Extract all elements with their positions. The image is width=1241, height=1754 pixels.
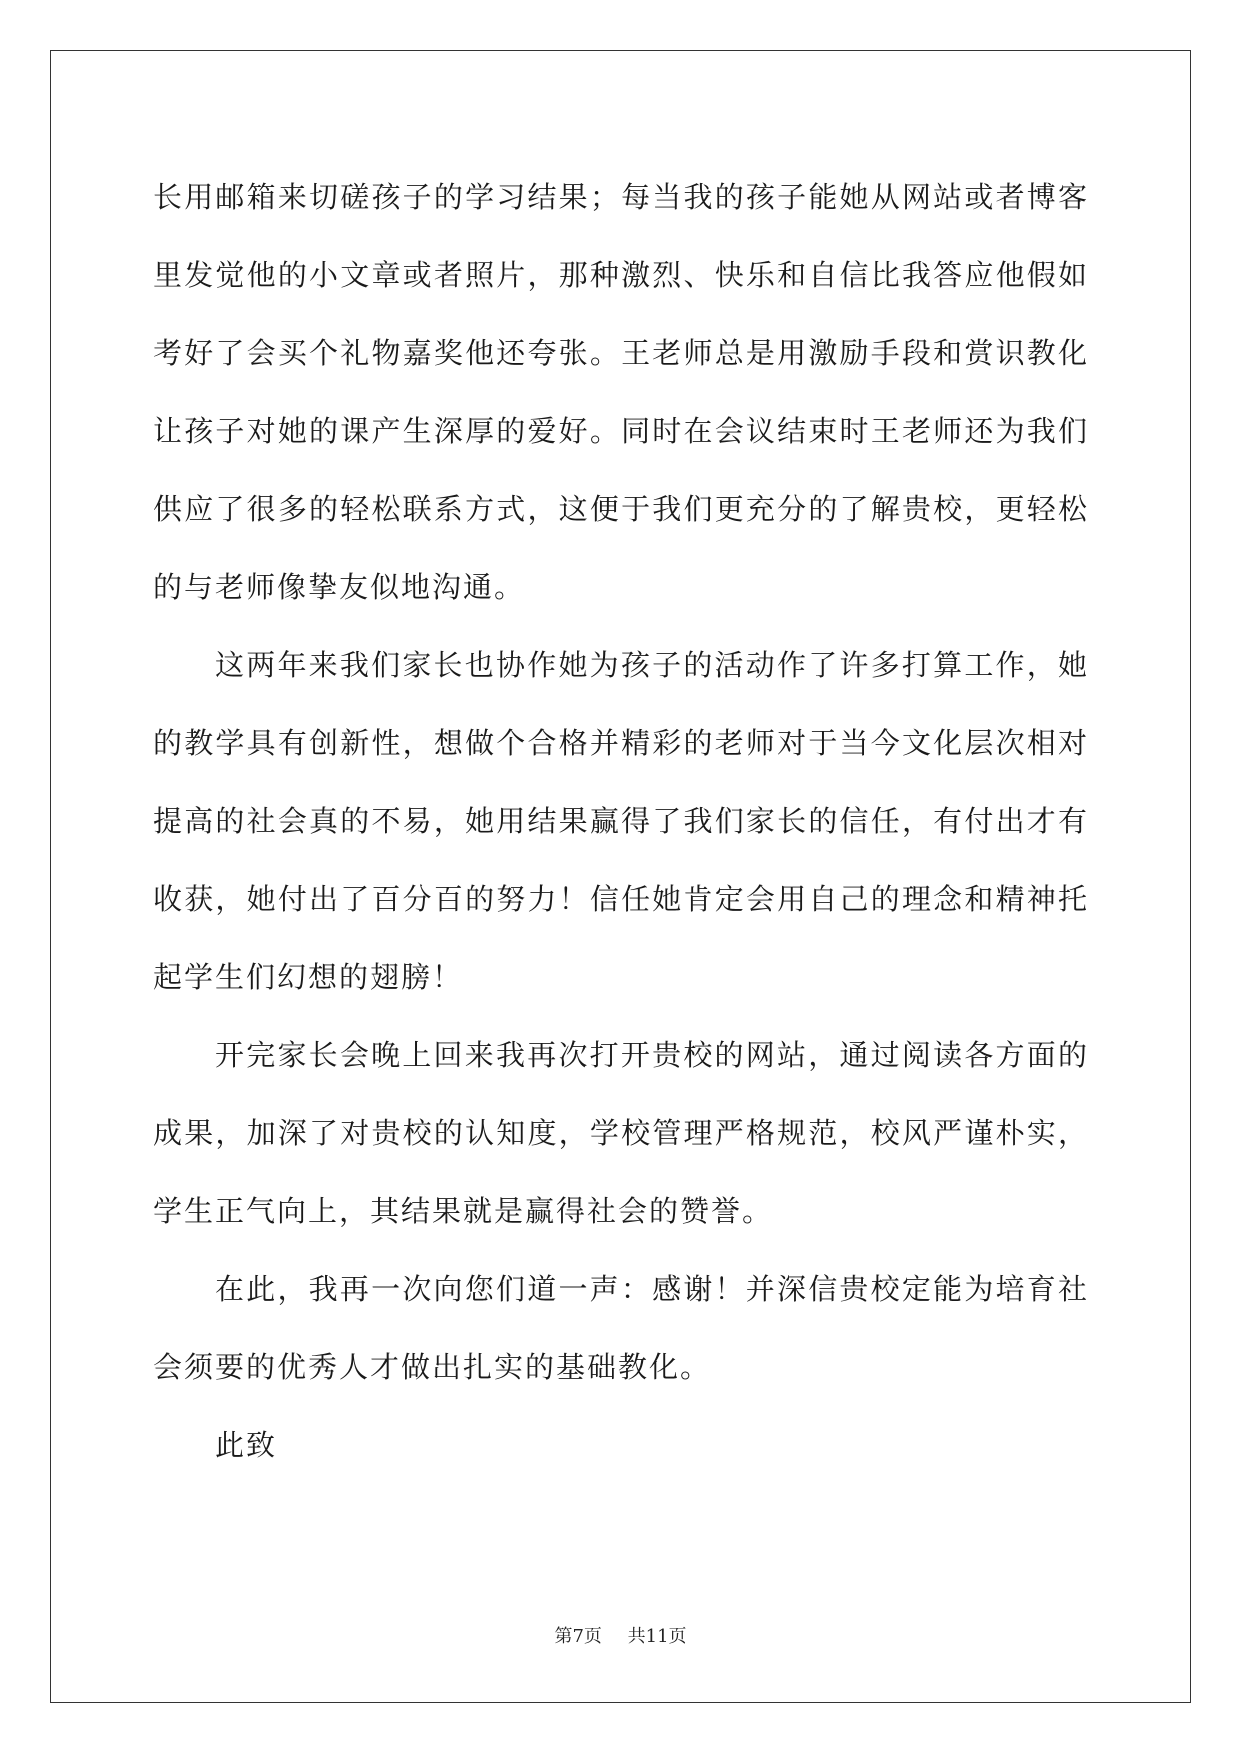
page-number: 第7页 xyxy=(554,1626,602,1647)
paragraph-1: 长用邮箱来切磋孩子的学习结果；每当我的孩子能她从网站或者博客里发觉他的小文章或者照片，那种激烈、快乐和自信比我答应他假如考好了会买个礼物嘉奖他还夸张。王老师总是用激励手段和赏识教化让孩子对她的课产生深厚的爱好。同时在会议结束时王老师还为我们供应了很多的轻松联系方式，这便于我们更充分的了解贵校，更轻松的与老师像挚友似地沟通。 xyxy=(153,180,1089,604)
document-body xyxy=(153,158,1089,1484)
paragraph-4: 在此，我再一次向您们道一声：感谢！并深信贵校定能为培育社会须要的优秀人才做出扎实的基础教化。 xyxy=(153,1272,1089,1384)
paragraph-2: 这两年来我们家长也协作她为孩子的活动作了许多打算工作，她的教学具有创新性，想做个合格并精彩的老师对于当今文化层次相对提高的社会真的不易，她用结果赢得了我们家长的信任，有付出才有收获，她付出了百分百的努力！信任她肯定会用自己的理念和精神托起学生们幻想的翅膀！ xyxy=(153,648,1089,994)
page-footer xyxy=(0,1622,1241,1648)
closing-salutation: 此致 xyxy=(215,1428,278,1462)
paragraph-3: 开完家长会晚上回来我再次打开贵校的网站，通过阅读各方面的成果，加深了对贵校的认知度，学校管理严格规范，校风严谨朴实，学生正气向上，其结果就是赢得社会的赞誉。 xyxy=(153,1038,1089,1228)
total-pages: 共11页 xyxy=(627,1626,687,1647)
